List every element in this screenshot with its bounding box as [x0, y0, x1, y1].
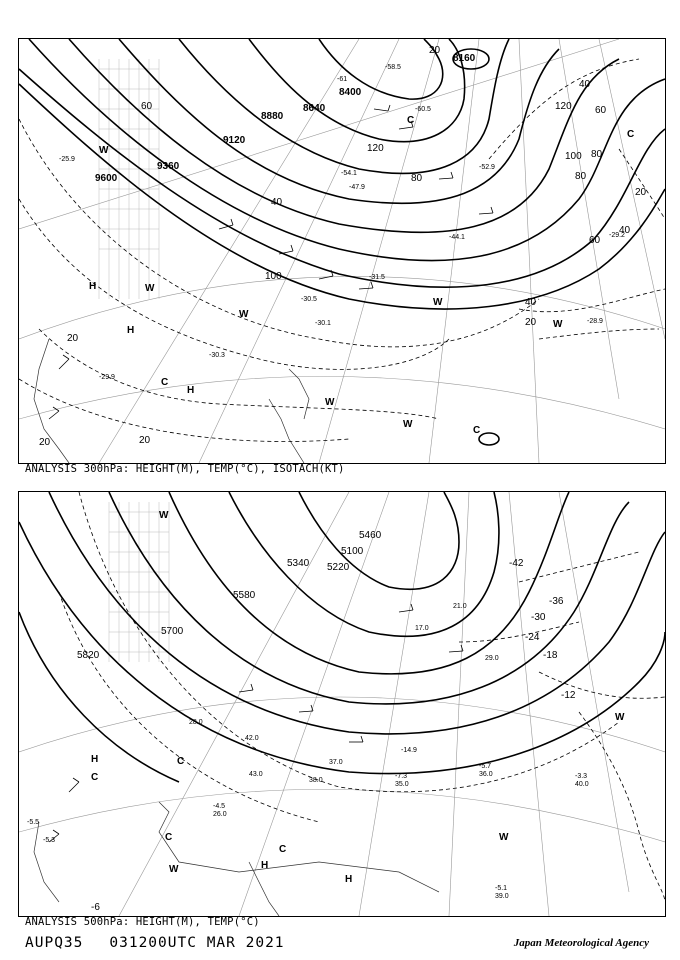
height-label: 9360 [157, 161, 180, 172]
map-300hpa-canvas [19, 39, 665, 463]
warm-center-marker: W [145, 283, 155, 294]
station-value: 35.0 [395, 781, 409, 788]
cold-center-marker: C [177, 756, 185, 767]
cold-center-marker: C [161, 377, 169, 388]
isotach-label: 60 [595, 105, 607, 116]
temp-label: -30.5 [301, 296, 317, 303]
station-value: 38.0 [309, 777, 323, 784]
warm-center-marker: W [433, 297, 443, 308]
station-value: -5.1 [495, 885, 508, 892]
isotach-label: 20 [525, 317, 537, 328]
warm-center-marker: W [553, 319, 563, 330]
temp-label: -58.5 [385, 64, 401, 71]
isotach-label: 40 [271, 197, 283, 208]
height-label: 8400 [339, 87, 362, 98]
high-center-marker: H [127, 325, 135, 336]
station-value: 29.0 [485, 655, 499, 662]
station-value: 17.0 [415, 625, 429, 632]
isotach-label: 40 [619, 225, 631, 236]
station-value: 28.0 [189, 719, 203, 726]
analysis-300hpa-map [18, 38, 666, 464]
isotach-label: 60 [589, 235, 601, 246]
warm-center-marker: W [325, 397, 335, 408]
temp-label: -30.1 [315, 320, 331, 327]
temp-label: -18 [543, 650, 558, 661]
high-center-marker: H [91, 754, 99, 765]
map-500hpa-canvas [19, 492, 665, 916]
warm-center-marker: W [169, 864, 179, 875]
high-center-marker: H [89, 281, 97, 292]
temp-label: -42 [509, 558, 524, 569]
isotach-label: 60 [141, 101, 153, 112]
high-center-marker: H [187, 385, 195, 396]
isotach-label: 20 [635, 187, 647, 198]
temp-label: -52.9 [479, 164, 495, 171]
temp-label: -30 [531, 612, 546, 623]
warm-center-marker: W [159, 510, 169, 521]
height-label: 8160 [453, 53, 476, 64]
temp-label: -24 [525, 632, 540, 643]
isotach-label: 20 [429, 45, 441, 56]
height-label: 5580 [233, 590, 256, 601]
station-value: -14.9 [401, 747, 417, 754]
cold-center-marker: C [165, 832, 173, 843]
temp-label: -44.1 [449, 234, 465, 241]
chart-code: AUPQ35 [25, 935, 84, 951]
station-value: 37.0 [329, 759, 343, 766]
height-labels [95, 53, 476, 184]
warm-center-marker: W [403, 419, 413, 430]
cold-center-marker: C [473, 425, 481, 436]
warm-center-marker: W [99, 145, 109, 156]
temp-label: -25.9 [59, 156, 75, 163]
station-value: -5.7 [479, 763, 492, 770]
station-value: -5.5 [27, 819, 40, 826]
cold-center-marker: C [627, 129, 635, 140]
temp-label: -31.5 [369, 274, 385, 281]
temp-label: -36 [549, 596, 564, 607]
wind-barbs [49, 105, 493, 419]
cold-center-marker: C [407, 115, 415, 126]
isotach-label: 20 [139, 435, 151, 446]
high-center-marker: H [261, 860, 269, 871]
station-value: 43.0 [249, 771, 263, 778]
height-label: 9600 [95, 173, 118, 184]
temp-contour-labels [91, 558, 576, 913]
temp-label: -61 [337, 76, 348, 83]
caption-500hpa: ANALYSIS 500hPa: HEIGHT(M), TEMP(°C) [25, 916, 260, 928]
cold-center-marker: C [91, 772, 99, 783]
isotach-label: 100 [565, 151, 582, 162]
analysis-500hpa-map [18, 491, 666, 917]
station-value: 21.0 [453, 603, 467, 610]
isotach-label: 20 [39, 437, 51, 448]
height-label: 5460 [359, 530, 382, 541]
temp-label: -6 [91, 902, 100, 913]
isotach-labels [39, 45, 647, 448]
valid-time: 031200UTC MAR 2021 [109, 935, 285, 951]
station-values [27, 603, 589, 900]
station-value: -5.3 [43, 837, 56, 844]
isotach-label: 120 [367, 143, 384, 154]
station-value: 40.0 [575, 781, 589, 788]
height-contours [19, 492, 665, 782]
temp-label: -12 [561, 690, 576, 701]
temp-label: -60.5 [415, 106, 431, 113]
height-label: 5700 [161, 626, 184, 637]
height-label: 8640 [303, 103, 326, 114]
height-label: 5820 [77, 650, 100, 661]
height-label: 8880 [261, 111, 284, 122]
caption-300hpa: ANALYSIS 300hPa: HEIGHT(M), TEMP(°C), ISOTACH(KT) [25, 463, 345, 475]
warm-center-marker: W [499, 832, 509, 843]
isotach-label: 40 [579, 79, 591, 90]
chart-identifier [25, 935, 285, 951]
height-label: 5220 [327, 562, 350, 573]
coastline [34, 339, 309, 463]
isotach-label: 20 [67, 333, 79, 344]
warm-center-marker: W [615, 712, 625, 723]
station-value: 42.0 [245, 735, 259, 742]
temp-label: -47.9 [349, 184, 365, 191]
station-value: 39.0 [495, 893, 509, 900]
station-value: 26.0 [213, 811, 227, 818]
temp-label: -28.9 [587, 318, 603, 325]
isotach-label: 80 [575, 171, 587, 182]
height-label: 5340 [287, 558, 310, 569]
cold-center-marker: C [279, 844, 287, 855]
isotach-label: 80 [411, 173, 423, 184]
land-hatch [109, 502, 169, 662]
coastline [34, 802, 439, 916]
temp-label: -29.2 [609, 232, 625, 239]
station-value: -4.5 [213, 803, 226, 810]
isotach-label: 120 [555, 101, 572, 112]
center-markers [91, 510, 625, 885]
station-value: -7.3 [395, 773, 408, 780]
height-label: 5100 [341, 546, 364, 557]
wind-barbs [49, 604, 463, 842]
high-center-marker: H [345, 874, 353, 885]
station-value: -3.3 [575, 773, 588, 780]
station-value: 36.0 [479, 771, 493, 778]
temp-label: -29.9 [99, 374, 115, 381]
temp-label: -54.1 [341, 170, 357, 177]
warm-center-marker: W [239, 309, 249, 320]
height-label: 9120 [223, 135, 246, 146]
agency-credit: Japan Meteorological Agency [513, 937, 649, 949]
isotach-label: 80 [591, 149, 603, 160]
isotach-label: 40 [525, 297, 537, 308]
isotach-label: 100 [265, 271, 282, 282]
temp-label: -30.3 [209, 352, 225, 359]
